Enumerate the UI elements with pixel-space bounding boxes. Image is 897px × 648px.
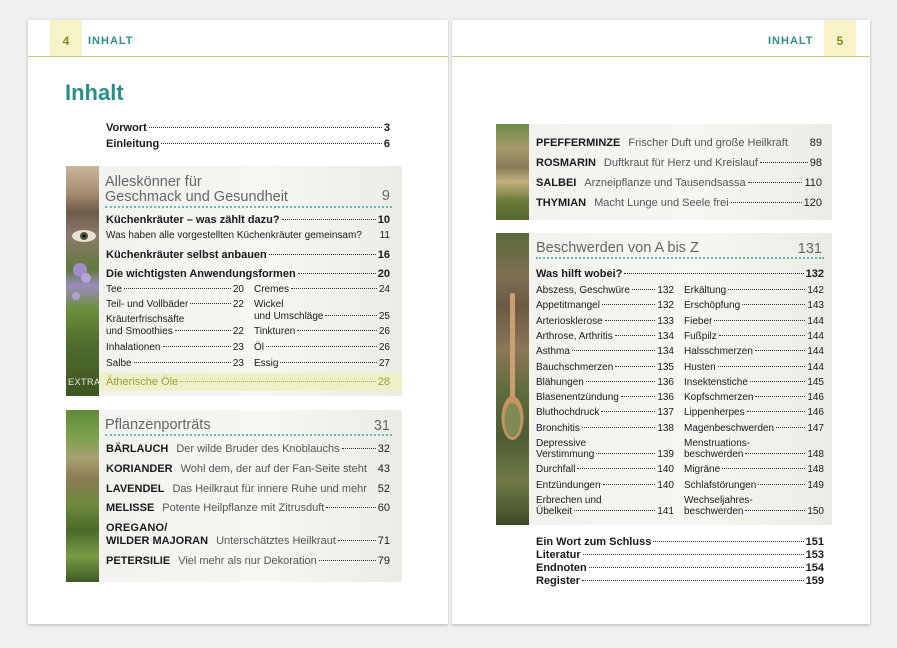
toc-entry-wort-zum-schluss[interactable]: Ein Wort zum Schluss 151 <box>536 536 824 548</box>
toc-entry-aetherische-oele[interactable]: Ätherische Öle 28 <box>106 376 390 388</box>
right-page <box>452 20 870 624</box>
ailment-entry[interactable]: beschwerden 148 <box>684 449 824 460</box>
toc-entry-anwendungsformen[interactable]: Die wichtigsten Anwendungsformen 20 <box>106 268 390 280</box>
section-photo-kraeuter <box>496 124 529 220</box>
ailment-entry[interactable]: Appetitmangel 132 <box>536 300 674 312</box>
toc-entry-literatur[interactable]: Literatur 153 <box>536 549 824 561</box>
ailment-entry-line1: Erbrechen und <box>536 494 602 506</box>
toc-entry-baerlauch[interactable]: BÄRLAUCH Der wilde Bruder des Knoblauchs 32 <box>106 443 390 455</box>
left-page <box>28 20 448 624</box>
toc-entry-oel[interactable]: Öl 26 <box>254 342 390 353</box>
ailment-entry[interactable]: beschwerden 150 <box>684 505 824 517</box>
ailment-entry[interactable]: Entzündungen 140 <box>536 479 674 491</box>
toc-entry-rosmarin[interactable]: ROSMARIN Duftkraut für Herz und Kreislauf 98 <box>536 157 822 169</box>
toc-entry-frischsaefte-line1: Kräuterfrischsäfte <box>106 314 185 325</box>
toc-entry-oregano-line1: OREGANO/ <box>106 522 168 534</box>
ailment-entry-line1: Wechseljahres- <box>684 494 753 506</box>
ailment-entry[interactable]: Insektenstiche 145 <box>684 376 824 388</box>
toc-entry-pfefferminze[interactable]: PFEFFERMINZE Frischer Duft und große Heilkraft 89 <box>536 137 822 149</box>
ailment-entry[interactable]: Schlafstörungen 149 <box>684 479 824 491</box>
ailment-entry[interactable]: Erschöpfung 143 <box>684 300 824 312</box>
toc-entry-salbei[interactable]: SALBEI Arzneipflanze und Tausendsassa 110 <box>536 177 822 189</box>
right-header-text: INHALT <box>768 35 814 47</box>
toc-entry-baeder[interactable]: Teil- und Vollbäder 22 <box>106 299 244 310</box>
section-photo-beschwerden <box>496 233 529 525</box>
toc-entry-anbauen[interactable]: Küchenkräuter selbst anbauen 16 <box>106 249 390 261</box>
toc-entry-oregano[interactable]: WILDER MAJORAN Unterschätztes Heilkraut 71 <box>106 535 390 547</box>
ailment-entry[interactable]: Asthma 134 <box>536 346 674 358</box>
section-page-9: 9 <box>381 188 390 204</box>
toc-entry-wickel[interactable]: und Umschläge 25 <box>254 311 390 322</box>
toc-entry-gemeinsamkeiten[interactable]: Was haben alle vorgestellten Küchenkräuter gemeinsam? 11 <box>106 230 390 241</box>
ailment-entry[interactable]: Magenbeschwerden 147 <box>684 422 824 434</box>
toc-entry-endnoten[interactable]: Endnoten 154 <box>536 562 824 574</box>
ailment-entry-line1: Depressive <box>536 438 587 449</box>
toc-entry-petersilie[interactable]: PETERSILIE Viel mehr als nur Dekoration 79 <box>106 555 390 567</box>
section-page-131: 131 <box>797 241 822 257</box>
section-divider <box>105 434 392 436</box>
section-photo-pflanzen <box>66 410 99 582</box>
toc-entry-vorwort[interactable]: Vorwort 3 <box>106 122 390 134</box>
toc-entry-einleitung[interactable]: Einleitung 6 <box>106 138 390 150</box>
ailment-entry[interactable]: Fußpilz 144 <box>684 330 824 342</box>
section-title-line2: Geschmack und Gesundheit <box>105 189 288 205</box>
toc-entry-tinkturen[interactable]: Tinkturen 26 <box>254 326 390 337</box>
section-title-line1: Alleskönner für <box>105 174 202 190</box>
ailment-entry[interactable]: Blasenentzündung 136 <box>536 392 674 404</box>
toc-entry-melisse[interactable]: MELISSE Potente Heilpflanze mit Zitrusduft 60 <box>106 502 390 514</box>
ailment-entry[interactable]: Blähungen 136 <box>536 376 674 388</box>
section-title-beschwerden: Beschwerden von A bis Z <box>536 240 699 256</box>
ailment-entry[interactable]: Übelkeit 141 <box>536 505 674 517</box>
right-running-header <box>452 20 870 57</box>
ailment-entry[interactable]: Erkältung 142 <box>684 285 824 296</box>
ailment-entry[interactable]: Kopfschmerzen 146 <box>684 392 824 404</box>
section-photo-alleskoenner <box>66 166 99 396</box>
eye-and-flower-photo-icon <box>66 166 99 396</box>
toc-entry-kuechenkraeuter[interactable]: Küchenkräuter – was zählt dazu? 10 <box>106 214 390 226</box>
toc-entry-register[interactable]: Register 159 <box>536 575 824 587</box>
ailment-entry[interactable]: Husten 144 <box>684 361 824 373</box>
toc-entry-inhalationen[interactable]: Inhalationen 23 <box>106 342 244 353</box>
toc-entry-cremes[interactable]: Cremes 24 <box>254 284 390 295</box>
toc-entry-essig[interactable]: Essig 27 <box>254 358 390 369</box>
ailment-entry[interactable]: Bronchitis 138 <box>536 422 674 434</box>
ailment-entry[interactable]: Halsschmerzen 144 <box>684 346 824 358</box>
left-page-number: 4 <box>50 20 82 56</box>
section-title-pflanzenportraets: Pflanzenporträts <box>105 417 211 433</box>
wooden-spoon-photo-icon <box>496 233 529 525</box>
left-header-text: INHALT <box>88 35 134 47</box>
section-divider <box>105 206 392 208</box>
toc-entry-lavendel[interactable]: LAVENDEL Das Heilkraut für innere Ruhe und mehr 52 <box>106 483 390 495</box>
page-title: Inhalt <box>65 80 124 105</box>
toc-entry-wickel-line1: Wickel <box>254 299 284 310</box>
ailment-entry[interactable]: Fieber 144 <box>684 315 824 327</box>
ailment-entry[interactable]: Bauchschmerzen 135 <box>536 361 674 373</box>
left-running-header <box>28 20 448 57</box>
ailment-entry[interactable]: Arthrose, Arthritis 134 <box>536 330 674 342</box>
ailment-entry[interactable]: Arteriosklerose 133 <box>536 315 674 327</box>
toc-entry-was-hilft-wobei[interactable]: Was hilft wobei? 132 <box>536 268 824 280</box>
ailment-entry-line1: Menstruations- <box>684 438 751 449</box>
section-page-31: 31 <box>373 418 390 434</box>
ailment-entry[interactable]: Bluthochdruck 137 <box>536 407 674 419</box>
extra-tag: EXTRA <box>68 377 101 387</box>
ailment-entry[interactable]: Durchfall 140 <box>536 464 674 476</box>
toc-entry-tee[interactable]: Tee 20 <box>106 284 244 295</box>
right-page-number: 5 <box>824 20 856 56</box>
ailment-entry[interactable]: Verstimmung 139 <box>536 449 674 460</box>
section-divider <box>536 257 824 259</box>
ailment-entry[interactable]: Lippenherpes 146 <box>684 407 824 419</box>
ailment-entry[interactable]: Abszess, Geschwüre 132 <box>536 285 674 296</box>
toc-entry-koriander[interactable]: KORIANDER Wohl dem, der auf der Fan-Seite steht 43 <box>106 463 390 475</box>
ailment-entry[interactable]: Migräne 148 <box>684 464 824 476</box>
toc-entry-salbe[interactable]: Salbe 23 <box>106 358 244 369</box>
toc-entry-thymian[interactable]: THYMIAN Macht Lunge und Seele frei 120 <box>536 197 822 209</box>
toc-entry-frischsaefte[interactable]: und Smoothies 22 <box>106 326 244 337</box>
